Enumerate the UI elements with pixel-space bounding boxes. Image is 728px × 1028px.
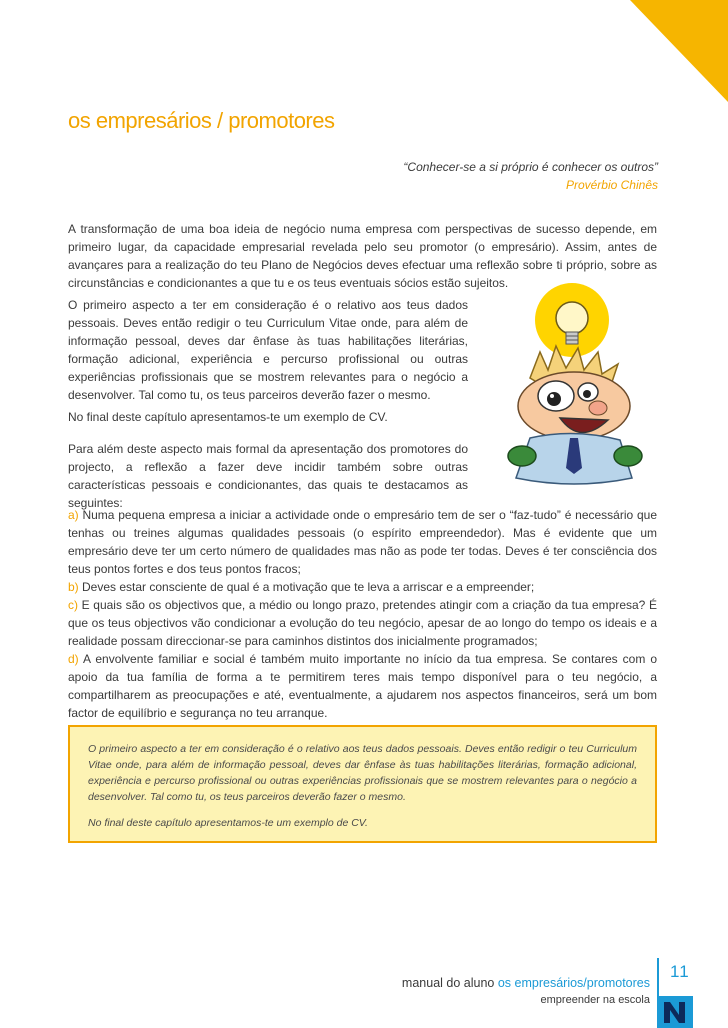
footer-section: os empresários/promotores bbox=[497, 976, 650, 990]
list-letter: a) bbox=[68, 508, 79, 522]
corner-decoration bbox=[608, 0, 728, 120]
list-item bbox=[68, 596, 657, 650]
list-text: Numa pequena empresa a iniciar a actividade onde o empresário tem de ser o “faz-tudo” é necessário que tenhas ou treines algumas qualidades pessoais (o espírito empreendedor). Mas é evidente que um empresário deve ter um certo número de qualidades mas não as pode ter todas. Deves é ter consciência dos teus pontos fortes e dos teus pontos fracos; bbox=[68, 508, 657, 576]
note-paragraph-2: No final deste capítulo apresentamos-te um exemplo de CV. bbox=[88, 817, 368, 829]
characteristics-list bbox=[68, 506, 657, 722]
list-item bbox=[68, 506, 657, 578]
section-title: os empresários / promotores bbox=[68, 108, 335, 133]
list-item bbox=[68, 578, 657, 596]
thinking-man-illustration bbox=[490, 278, 660, 488]
quote-author: Provérbio Chinês bbox=[565, 178, 658, 192]
list-letter: d) bbox=[68, 652, 79, 666]
footer-divider bbox=[657, 958, 659, 996]
quote-text: “Conhecer-se a si próprio é conhecer os outros” bbox=[403, 160, 658, 174]
intro-paragraph: A transformação de uma boa ideia de negócio numa empresa com perspectivas de sucesso depende, em primeiro lugar, da capacidade empresarial revelada pelo seu promotor (o empresário). Assim, antes de avançares para a realização do teu Plano de Negócios deves efectuar uma reflexão sobre ti próprio, sobre as circunstâncias e condicionantes a que tu e os teus eventuais sócios estão sujeitos. bbox=[68, 222, 657, 290]
note-paragraph-1: O primeiro aspecto a ter em consideração é o relativo aos teus dados pessoais. Deves então redigir o teu Curriculum Vitae onde, para além de informação pessoal, deves dar ênfase às tuas habilitações literárias, formação adicional, experiência e percurso profissional ou outras experiências profissionais que se mostrem relevantes para o negócio a desenvolver. Tal como tu, os teus parceiros deverão fazer o mesmo. bbox=[88, 743, 637, 803]
paragraph-personal-data: O primeiro aspecto a ter em consideração é o relativo aos teus dados pessoais. Deves então redigir o teu Curriculum Vitae onde, para além de informação pessoal, deves dar ênfase às tuas habilitações literárias, formação adicional, experiência e percurso profissional ou outras experiências profissionais que se mostrem relevantes para o negócio a desenvolver. Tal como tu, os teus parceiros deverão fazer o mesmo. bbox=[68, 298, 468, 402]
list-text: E quais são os objectivos que, a médio ou longo prazo, pretendes atingir com a criação da tua empresa? É que os teus objectivos vão condicionar a evolução do teu negócio, apesar de ao longo do tempo os ideais e a realidade possam direccionar-se para caminhos distintos dos inicialmente programados; bbox=[68, 598, 657, 648]
list-letter: c) bbox=[68, 598, 78, 612]
list-item bbox=[68, 650, 657, 722]
paragraph-cv-example: No final deste capítulo apresentamos-te um exemplo de CV. bbox=[68, 410, 388, 424]
paragraph-characteristics: Para além deste aspecto mais formal da apresentação dos promotores do projecto, a reflexão a fazer deve incidir também sobre outras características pessoais e condicionantes, das quais te destacamos as seguintes: bbox=[68, 442, 468, 510]
footer-running-title bbox=[402, 976, 650, 990]
page-number: 11 bbox=[670, 962, 690, 981]
note-box bbox=[68, 725, 657, 843]
epigraph bbox=[403, 158, 658, 194]
footer-series: empreender na escola bbox=[540, 994, 650, 1006]
list-letter: b) bbox=[68, 580, 79, 594]
footer-manual: manual do aluno bbox=[401, 976, 495, 990]
list-text: Deves estar consciente de qual é a motivação que te leva a arriscar e a empreender; bbox=[82, 580, 535, 594]
list-text: A envolvente familiar e social é também muito importante no início da tua empresa. Se contares com o apoio da tua família de forma a te permitirem teres mais tempo disponível para o teu negócio, a compartilharem as preocupações e até, eventualmente, a ajudarem nos aspectos financeiros, será um bom factor de equilíbrio e segurança no teu arranque. bbox=[68, 652, 658, 720]
publisher-logo-icon bbox=[657, 996, 693, 1028]
